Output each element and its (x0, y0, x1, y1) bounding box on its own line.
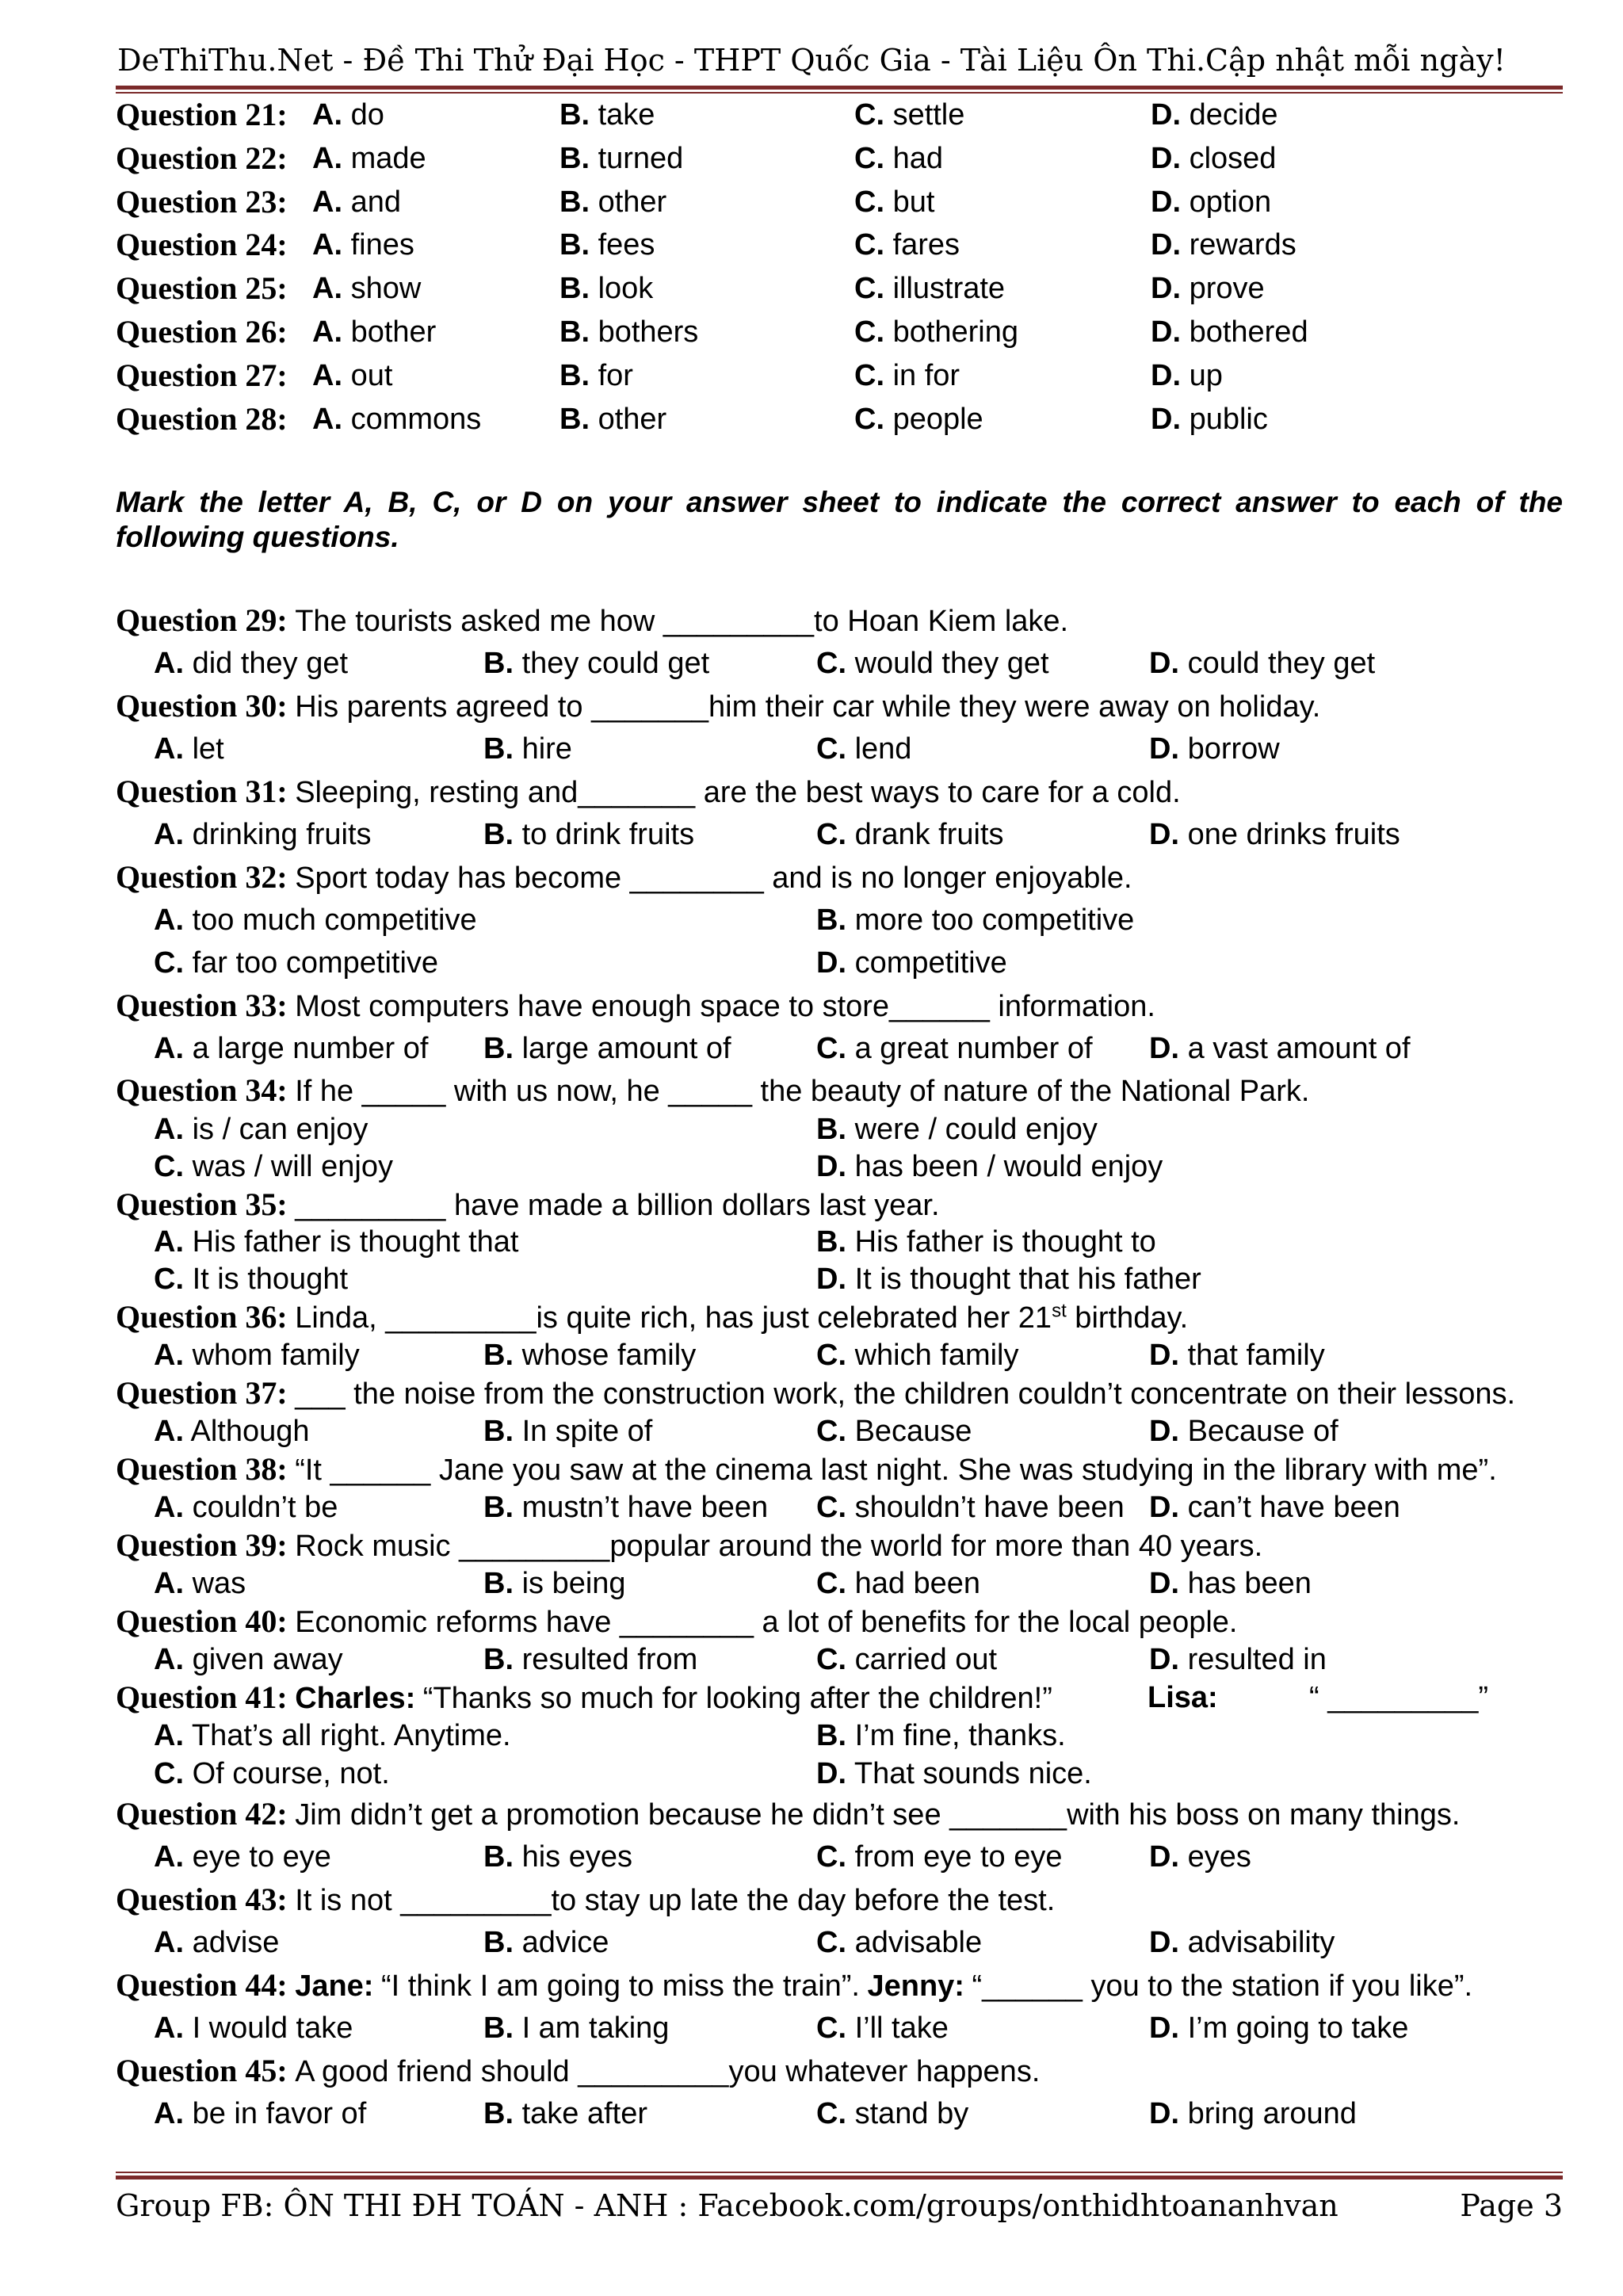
option-c: C. shouldn’t have been (816, 1491, 1125, 1524)
answer-row (116, 1564, 1563, 1603)
question-label: Question 21: (116, 97, 288, 132)
question-text: The tourists asked me how _________to Hoan Kiem lake. (295, 605, 1069, 638)
option-a: A. let (154, 732, 224, 766)
option-d: D. resulted in (1149, 1643, 1327, 1676)
question-text: It is not _________to stay up late the day before the test. (295, 1884, 1056, 1917)
question-stem (116, 1679, 1563, 1717)
question-label: Question 36: (116, 1299, 288, 1335)
option-b: B. I’m fine, thanks. (816, 1719, 1066, 1752)
option-d: D. option (1151, 185, 1272, 219)
option-c: C. bothering (854, 315, 1019, 349)
option-b: B. to drink fruits (483, 818, 695, 851)
option-b: B. resulted from (483, 1643, 698, 1676)
option-d: D. rewards (1151, 228, 1296, 262)
option-d: D. advisability (1149, 1926, 1335, 1959)
question-stem (116, 856, 1563, 899)
question-text: “I think I am going to miss the train”. (380, 1969, 860, 2003)
option-a: A. advise (154, 1926, 280, 1959)
question-label: Question 40: (116, 1603, 288, 1639)
option-d: D. can’t have been (1149, 1491, 1400, 1524)
option-c: C. had (854, 141, 943, 175)
answer-row (116, 899, 1563, 942)
option-a: A. commons (312, 402, 482, 436)
option-c: C. advisable (816, 1926, 983, 1959)
option-a: A. Although (154, 1415, 310, 1448)
answer-row (116, 1755, 1563, 1793)
question-label: Question 34: (116, 1072, 288, 1108)
answer-row (116, 1261, 1563, 1298)
page-header: DeThiThu.Net - Đề Thi Thử Đại Học - THPT Quốc Gia - Tài Liệu Ôn Thi.Cập nhật mỗi ngày! (117, 43, 1506, 78)
question-label: Question 28: (116, 400, 288, 437)
answer-row (116, 1224, 1563, 1261)
question-text: Rock music _________popular around the world for more than 40 years. (295, 1530, 1263, 1563)
option-b: B. mustn’t have been (483, 1491, 769, 1524)
question-stem (116, 685, 1563, 728)
question-stem (116, 1186, 1563, 1224)
question-label: Question 33: (116, 988, 288, 1023)
answer-row (116, 1717, 1563, 1755)
option-d: D. competitive (816, 946, 1007, 980)
question-text: Economic reforms have ________ a lot of benefits for the local people. (295, 1606, 1238, 1639)
option-c: C. stand by (816, 2097, 969, 2130)
option-d: D. a vast amount of (1149, 1032, 1411, 1065)
answer-row (116, 813, 1563, 856)
question-stem (116, 599, 1563, 642)
option-a: A. That’s all right. Anytime. (154, 1719, 511, 1752)
option-b: B. look (559, 272, 654, 306)
question-text: A good friend should _________you whatever happens. (295, 2055, 1041, 2088)
question-text: _________ have made a billion dollars last year. (295, 1189, 940, 1222)
question-stem (116, 1298, 1563, 1336)
question-text: Linda, _________is quite rich, has just celebrated her 21st birthday. (295, 1300, 1189, 1335)
option-a: A. given away (154, 1643, 343, 1676)
answer-row (116, 728, 1563, 770)
answer-row (116, 1488, 1563, 1526)
answer-row (116, 642, 1563, 685)
answer-row (116, 1111, 1563, 1148)
option-d: D. has been (1149, 1567, 1312, 1600)
option-d: D. one drinks fruits (1149, 818, 1400, 851)
question-stem (116, 1878, 1563, 1921)
option-c: C. settle (854, 98, 965, 132)
option-c: C. I’ll take (816, 2011, 949, 2045)
question-stem (116, 2050, 1563, 2092)
option-d: D. that family (1149, 1339, 1325, 1372)
option-a: A. be in favor of (154, 2097, 367, 2130)
question-stem (116, 1964, 1563, 2007)
option-d: D. borrow (1149, 732, 1280, 766)
option-d: D. up (1151, 358, 1223, 392)
option-a: A. a large number of (154, 1032, 429, 1065)
question-label: Question 42: (116, 1796, 288, 1832)
option-c: C. It is thought (154, 1263, 349, 1296)
option-b: B. other (559, 402, 667, 436)
question-list (116, 599, 1563, 2135)
option-b: B. is being (483, 1567, 626, 1600)
answer-row (116, 1148, 1563, 1186)
option-d: D. closed (1151, 141, 1277, 175)
question-text: “It ______ Jane you saw at the cinema last night. She was studying in the library with me”. (295, 1454, 1497, 1487)
option-a: A. bother (312, 315, 437, 349)
option-c: C. carried out (816, 1643, 998, 1676)
option-a: A. couldn’t be (154, 1491, 338, 1524)
option-c: C. fares (854, 228, 960, 262)
question-stem (116, 770, 1563, 813)
footer-rule-thick (116, 2176, 1563, 2179)
speaker-name: Charles: (295, 1682, 416, 1715)
section-instruction: Mark the letter A, B, C, or D on your answer sheet to indicate the correct answer to each of the following questions. (116, 486, 1563, 553)
answer-row (116, 1836, 1563, 1878)
option-c: C. Because (816, 1415, 972, 1448)
speaker-name: Jenny: (867, 1969, 964, 2003)
option-b: B. were / could enjoy (816, 1113, 1098, 1146)
option-b: B. take (559, 98, 655, 132)
answer-row (116, 1412, 1563, 1450)
question-stem (116, 1450, 1563, 1488)
speaker-name: Lisa: (1148, 1681, 1218, 1714)
option-d: D. has been / would enjoy (816, 1150, 1163, 1183)
option-d: D. decide (1151, 98, 1278, 132)
option-a: A. is / can enjoy (154, 1113, 369, 1146)
option-c: C. in for (854, 358, 960, 392)
option-d: D. public (1151, 402, 1268, 436)
footer-rule-thin (116, 2172, 1563, 2173)
answer-row (116, 2007, 1563, 2050)
option-a: A. whom family (154, 1339, 360, 1372)
question-text: “Thanks so much for looking after the children!” (422, 1682, 1052, 1715)
response-blank: “______ you to the station if you like”. (972, 1969, 1473, 2003)
option-b: B. turned (559, 141, 684, 175)
option-d: D. That sounds nice. (816, 1757, 1092, 1790)
option-c: C. would they get (816, 647, 1049, 680)
question-label: Question 29: (116, 602, 288, 638)
option-b: B. his eyes (483, 1840, 632, 1874)
answer-row (116, 1641, 1563, 1679)
option-b: B. more too competitive (816, 904, 1135, 937)
question-text: If he _____ with us now, he _____ the beauty of nature of the National Park. (295, 1075, 1310, 1108)
question-label: Question 26: (116, 313, 288, 350)
option-c: C. people (854, 402, 983, 436)
option-a: A. was (154, 1567, 246, 1600)
option-c: C. drank fruits (816, 818, 1004, 851)
option-b: B. they could get (483, 647, 710, 680)
option-b: B. advice (483, 1926, 609, 1959)
answer-row (116, 2092, 1563, 2135)
question-label: Question 45: (116, 2053, 288, 2088)
question-stem (116, 1603, 1563, 1641)
option-c: C. from eye to eye (816, 1840, 1063, 1874)
footer-group-link: Group FB: ÔN THI ĐH TOÁN - ANH : Facebook.com/groups/onthidhtoananhvan (116, 2188, 1338, 2223)
question-stem (116, 1070, 1563, 1111)
question-label: Question 24: (116, 227, 288, 263)
question-text: Jim didn’t get a promotion because he didn’t see _______with his boss on many things. (295, 1798, 1461, 1832)
option-a: A. too much competitive (154, 904, 477, 937)
answer-row (116, 1336, 1563, 1374)
option-b: B. In spite of (483, 1415, 653, 1448)
option-b: B. I am taking (483, 2011, 670, 2045)
speaker-name: Jane: (295, 1969, 374, 2003)
option-d: D. could they get (1149, 647, 1376, 680)
answer-row (116, 1027, 1563, 1070)
option-b: B. fees (559, 228, 655, 262)
question-label: Question 39: (116, 1527, 288, 1563)
question-text: His parents agreed to _______him their car while they were away on holiday. (295, 690, 1321, 724)
option-c: C. had been (816, 1567, 981, 1600)
option-c: C. was / will enjoy (154, 1150, 393, 1183)
option-c: C. lend (816, 732, 912, 766)
option-c: C. illustrate (854, 272, 1006, 306)
option-d: D. I’m going to take (1149, 2011, 1409, 2045)
option-d: D. bring around (1149, 2097, 1357, 2130)
question-text: ___ the noise from the construction work, the children couldn’t concentrate on their lessons. (295, 1377, 1516, 1411)
option-b: B. His father is thought to (816, 1225, 1156, 1259)
option-a: A. His father is thought that (154, 1225, 519, 1259)
response-blank: “ _________” (1309, 1681, 1489, 1714)
option-a: A. eye to eye (154, 1840, 331, 1874)
option-b: B. for (559, 358, 633, 392)
question-stem (116, 1526, 1563, 1564)
header-rule-thick (116, 86, 1563, 90)
question-label: Question 30: (116, 688, 288, 724)
answer-row (116, 1921, 1563, 1964)
question-label: Question 38: (116, 1451, 288, 1487)
option-c: C. Of course, not. (154, 1757, 390, 1790)
answer-row (116, 942, 1563, 984)
option-b: B. hire (483, 732, 572, 766)
option-c: C. but (854, 185, 935, 219)
question-label: Question 41: (116, 1679, 288, 1715)
option-a: A. and (312, 185, 401, 219)
question-stem (116, 1793, 1563, 1836)
question-label: Question 32: (116, 859, 288, 895)
question-label: Question 37: (116, 1375, 288, 1411)
option-b: B. large amount of (483, 1032, 731, 1065)
option-d: D. eyes (1149, 1840, 1251, 1874)
option-b: B. bothers (559, 315, 699, 349)
option-b: B. take after (483, 2097, 647, 2130)
question-label: Question 23: (116, 183, 288, 220)
question-label: Question 43: (116, 1881, 288, 1917)
option-c: C. a great number of (816, 1032, 1093, 1065)
option-d: D. bothered (1151, 315, 1308, 349)
question-label: Question 35: (116, 1186, 288, 1222)
option-d: D. It is thought that his father (816, 1263, 1201, 1296)
option-b: B. other (559, 185, 667, 219)
option-d: D. Because of (1149, 1415, 1338, 1448)
question-text: Sport today has become ________ and is no longer enjoyable. (295, 861, 1132, 895)
option-a: A. show (312, 272, 422, 306)
option-a: A. do (312, 98, 384, 132)
question-text: Most computers have enough space to store______ information. (295, 990, 1155, 1023)
option-a: A. made (312, 141, 426, 175)
question-label: Question 31: (116, 774, 288, 809)
question-text: Sleeping, resting and_______ are the best ways to care for a cold. (295, 776, 1181, 809)
question-label: Question 27: (116, 357, 288, 393)
question-label: Question 22: (116, 139, 288, 176)
question-stem (116, 1374, 1563, 1412)
option-a: A. did they get (154, 647, 349, 680)
question-label: Question 25: (116, 270, 288, 307)
question-label: Question 44: (116, 1967, 288, 2003)
option-a: A. drinking fruits (154, 818, 372, 851)
option-a: A. out (312, 358, 393, 392)
option-a: A. fines (312, 228, 414, 262)
option-a: A. I would take (154, 2011, 353, 2045)
option-c: C. far too competitive (154, 946, 439, 980)
option-c: C. which family (816, 1339, 1019, 1372)
question-stem (116, 984, 1563, 1027)
option-b: B. whose family (483, 1339, 697, 1372)
option-d: D. prove (1151, 272, 1265, 306)
page-number: Page 3 (1460, 2188, 1563, 2223)
